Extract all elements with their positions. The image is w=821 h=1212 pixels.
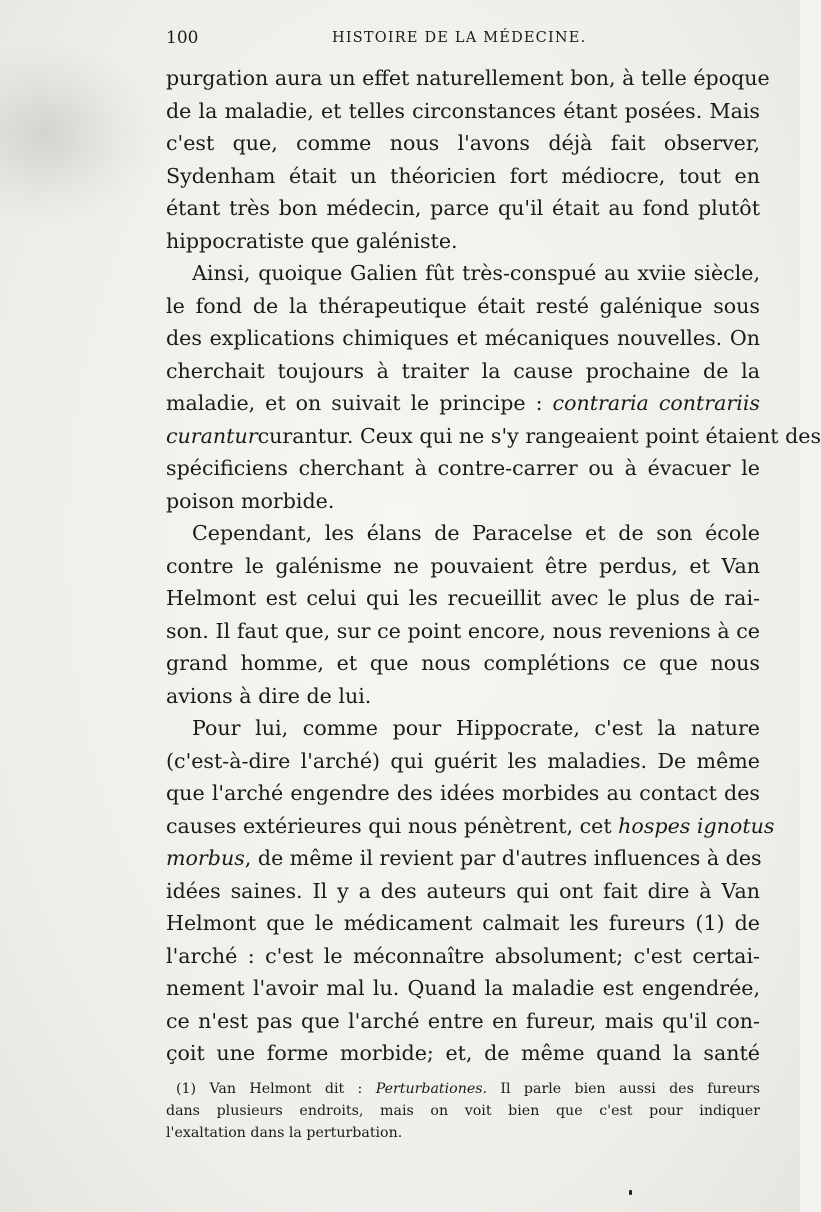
text-line: que l'arché engendre des idées morbides au contact des: [166, 781, 760, 805]
ink-speck: [629, 1190, 632, 1195]
text-line: étant très bon médecin, parce qu'il était au fond plutôt: [166, 196, 760, 220]
text-line: spécificiens cherchant à contre-carrer ou à évacuer le: [166, 456, 760, 480]
text-line: de la maladie, et telles circonstances étant posées. Mais: [166, 98, 760, 123]
ink-smudge: [0, 40, 160, 230]
footnote-italic: Perturbationes.: [375, 1081, 488, 1097]
text-line: çoit une forme morbide; et, de même quand la santé: [166, 1041, 760, 1065]
text-line: idées saines. Il y a des auteurs qui ont fait dire à Van: [166, 878, 760, 903]
footnote: [166, 1078, 760, 1144]
text-line: purgation aura un effet naturellement bon, à telle époque: [166, 66, 770, 90]
text-line: Ainsi, quoique Galien fût très-conspué au xviie siècle,: [192, 261, 760, 285]
text-line: [166, 842, 760, 875]
text-line: le fond de la thérapeutique était resté galénique sous: [166, 293, 760, 318]
text-line: hippocratiste que galéniste.: [166, 228, 458, 253]
text-line: Helmont que le médicament calmait les fureurs (1) de: [166, 911, 760, 935]
text-segment: causes extérieures qui nous pénètrent, cet: [166, 813, 612, 838]
running-title: HISTOIRE DE LA MÉDECINE.: [332, 30, 587, 46]
text-line: cherchait toujours à traiter la cause prochaine de la: [166, 358, 760, 383]
text-line: (c'est-à-dire l'arché) qui guérit les maladies. De même: [166, 748, 760, 773]
latin-phrase: hospes ignotus: [618, 813, 775, 838]
text-line: nement l'avoir mal lu. Quand la maladie est engendrée,: [166, 976, 760, 1000]
footnote-lead: (1) Van Helmont dit :: [176, 1081, 376, 1097]
text-line: c'est que, comme nous l'avons déjà fait observer,: [166, 131, 760, 155]
latin-word: curantur: [166, 423, 258, 448]
footnote-rest: Il parle bien aussi des fureurs: [487, 1081, 760, 1097]
text-line: ce n'est pas que l'arché entre en fureur, mais qu'il con-: [166, 1008, 760, 1033]
latin-word: morbus: [166, 846, 245, 870]
text-line: avions à dire de lui.: [166, 683, 372, 708]
text-line: Helmont est celui qui les recueillit avec le plus de rai-: [166, 586, 760, 610]
text-line: [166, 810, 775, 843]
text-line: contre le galénisme ne pouvaient être perdus, et Van: [166, 553, 760, 578]
text-segment: , de même il revient par d'autres influences à des: [244, 846, 762, 870]
text-line: Pour lui, comme pour Hippocrate, c'est la nature: [192, 716, 760, 740]
text-segment: maladie, et on suivait le principe :: [166, 391, 543, 415]
footnote-line: l'exaltation dans la perturbation.: [166, 1125, 403, 1141]
text-line: Cependant, les élans de Paracelse et de son école: [192, 521, 760, 545]
body-text: [166, 62, 821, 1070]
footnote-line: [166, 1078, 760, 1100]
text-line: [166, 420, 821, 453]
text-segment: curantur. Ceux qui ne s'y rangeaient point étaient des: [257, 423, 821, 448]
text-line: des explications chimiques et mécaniques nouvelles. On: [166, 326, 760, 350]
page-number: 100: [166, 28, 199, 48]
latin-phrase: contraria contrariis: [552, 391, 761, 415]
text-line: son. Il faut que, sur ce point encore, nous revenions à ce: [166, 618, 760, 643]
footnote-line: dans plusieurs endroits, mais on voit bien que c'est pour indiquer: [166, 1103, 760, 1119]
running-head: [166, 28, 760, 54]
text-line: Sydenham était un théoricien fort médiocre, tout en: [166, 163, 760, 188]
text-line: [166, 387, 760, 420]
text-line: poison morbide.: [166, 488, 335, 513]
text-line: l'arché : c'est le méconnaître absolument; c'est certai-: [166, 943, 760, 968]
text-line: grand homme, et que nous complétions ce que nous: [166, 651, 760, 675]
